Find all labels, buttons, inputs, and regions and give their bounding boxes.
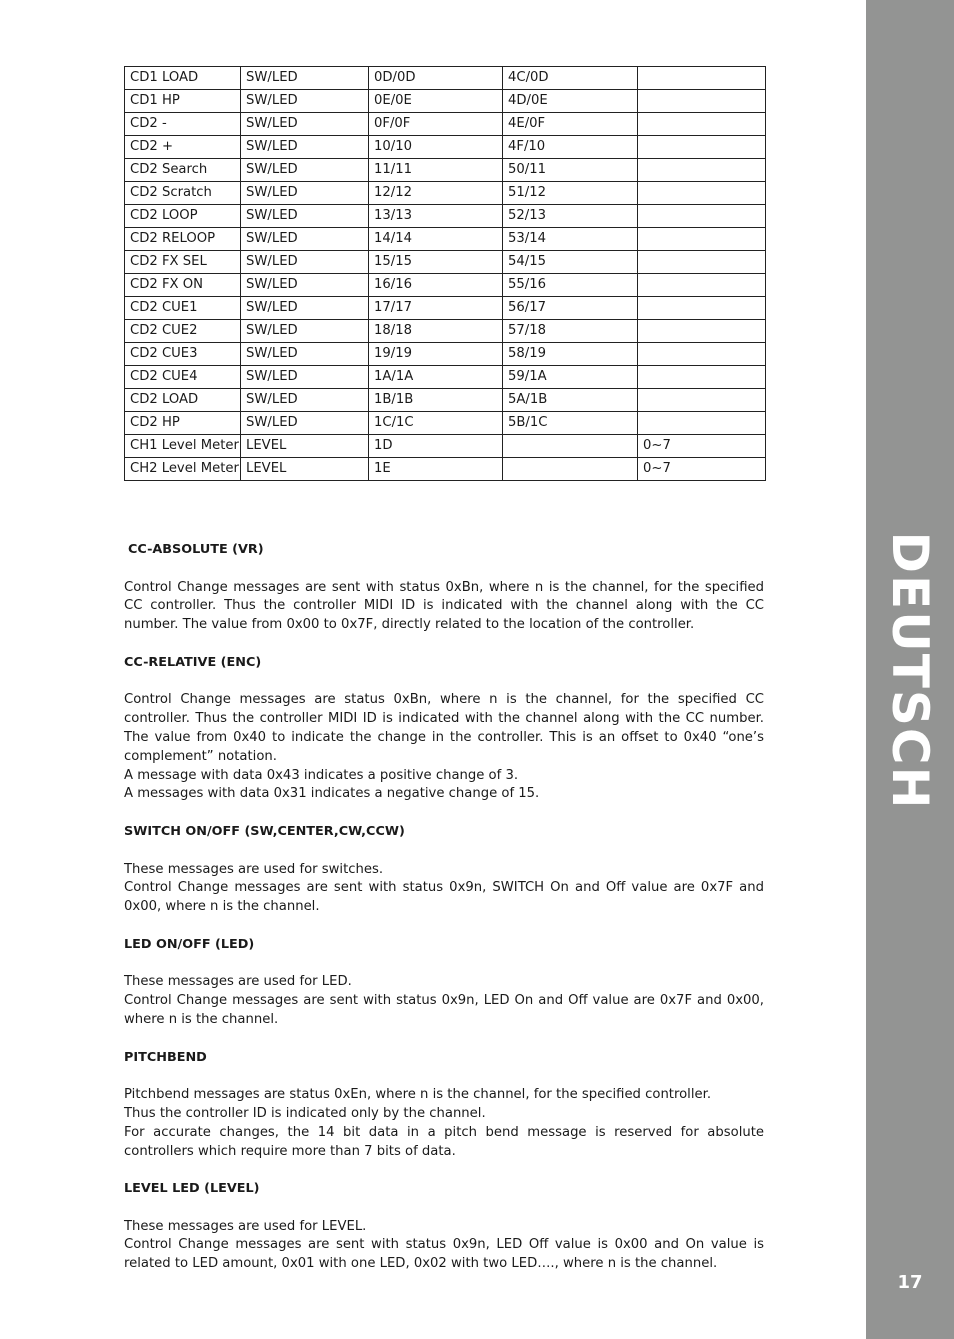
table-cell: LEVEL (241, 458, 369, 481)
table-cell: 12/12 (369, 182, 503, 205)
table-cell: CD2 - (125, 113, 241, 136)
table-cell: 4E/0F (503, 113, 638, 136)
section-heading: SWITCH ON/OFF (SW,CENTER,CW,CCW) (124, 823, 405, 839)
table-cell: SW/LED (241, 113, 369, 136)
table-cell: SW/LED (241, 67, 369, 90)
table-cell (503, 458, 638, 481)
table-cell: SW/LED (241, 274, 369, 297)
table-cell: CD2 CUE2 (125, 320, 241, 343)
section-paragraph: These messages are used for switches. (124, 861, 384, 877)
table-row (125, 136, 766, 159)
table-cell (638, 228, 766, 251)
table-cell: 5A/1B (503, 389, 638, 412)
section-paragraph: For accurate changes, the 14 bit data in a pitch bend message is reserved for absolute controllers which require more than 7 bits of data. (124, 1124, 764, 1159)
table-row (125, 435, 766, 458)
table-cell: CD2 + (125, 136, 241, 159)
table-row (125, 90, 766, 113)
table-row (125, 251, 766, 274)
section-paragraph: Control Change messages are sent with status 0xBn, where n is the channel, for the specified CC controller. Thus the controller MIDI ID is indicated with the channel along with the CC number. The value from 0x00 to 0x7F, directly related to the location of the controller. (124, 579, 764, 633)
table-cell: 11/11 (369, 159, 503, 182)
table-cell: 16/16 (369, 274, 503, 297)
table-cell: 1E (369, 458, 503, 481)
sidebar-language-title (866, 531, 954, 810)
table-cell: 0~7 (638, 435, 766, 458)
table-cell: 1D (369, 435, 503, 458)
section-heading: CC-RELATIVE (ENC) (124, 654, 262, 670)
table-cell: CD2 FX SEL (125, 251, 241, 274)
table-cell: CD1 LOAD (125, 67, 241, 90)
table-cell (638, 113, 766, 136)
table-cell (638, 182, 766, 205)
table-cell: 56/17 (503, 297, 638, 320)
table-cell (638, 389, 766, 412)
section-heading: CC-ABSOLUTE (VR) (128, 542, 264, 557)
sidebar-title-text: DEUTSCH (881, 531, 939, 810)
table-cell (638, 297, 766, 320)
midi-message-descriptions (124, 541, 764, 1274)
table-row (125, 113, 766, 136)
table-row (125, 458, 766, 481)
table-cell: CD2 CUE1 (125, 297, 241, 320)
table-cell: 4D/0E (503, 90, 638, 113)
table-cell (638, 251, 766, 274)
table-row (125, 320, 766, 343)
table-row (125, 366, 766, 389)
table-cell: SW/LED (241, 90, 369, 113)
table-row (125, 228, 766, 251)
table-cell: 57/18 (503, 320, 638, 343)
table-cell: CD2 RELOOP (125, 228, 241, 251)
table-cell: 0D/0D (369, 67, 503, 90)
table-cell: 14/14 (369, 228, 503, 251)
table-row (125, 389, 766, 412)
table-cell (503, 435, 638, 458)
table-cell: CD2 LOOP (125, 205, 241, 228)
table-cell: SW/LED (241, 297, 369, 320)
section-heading: LED ON/OFF (LED) (124, 936, 255, 952)
table-cell: 50/11 (503, 159, 638, 182)
section-heading: LEVEL LED (LEVEL) (124, 1181, 260, 1197)
table-cell: 5B/1C (503, 412, 638, 435)
section-paragraph: A message with data 0x43 indicates a positive change of 3. (124, 767, 519, 783)
table-cell: 1C/1C (369, 412, 503, 435)
table-cell: 13/13 (369, 205, 503, 228)
table-cell: 15/15 (369, 251, 503, 274)
table-cell (638, 412, 766, 435)
table-cell: SW/LED (241, 320, 369, 343)
section-paragraph: Control Change messages are sent with status 0x9n, LED Off value is 0x00 and On value is related to LED amount, 0x01 with one LED, 0x02 with two LED…., where n is the channel. (124, 1237, 764, 1272)
table-cell: SW/LED (241, 228, 369, 251)
table-row (125, 182, 766, 205)
table-cell: SW/LED (241, 159, 369, 182)
page-number: 17 (897, 1272, 923, 1293)
table-cell: 52/13 (503, 205, 638, 228)
table-row (125, 205, 766, 228)
table-cell (638, 205, 766, 228)
table-cell (638, 136, 766, 159)
table-cell: 0F/0F (369, 113, 503, 136)
section-paragraph: These messages are used for LEVEL. (124, 1218, 367, 1234)
table-cell: 0~7 (638, 458, 766, 481)
table-cell: 1A/1A (369, 366, 503, 389)
table-cell: 51/12 (503, 182, 638, 205)
table-cell: CD2 Scratch (125, 182, 241, 205)
table-cell: CD2 FX ON (125, 274, 241, 297)
table-cell: 17/17 (369, 297, 503, 320)
table-cell: 54/15 (503, 251, 638, 274)
table-cell: 18/18 (369, 320, 503, 343)
table-cell: SW/LED (241, 251, 369, 274)
table-cell: CD2 HP (125, 412, 241, 435)
table-cell: 10/10 (369, 136, 503, 159)
table-cell: CD2 CUE4 (125, 366, 241, 389)
table-cell: CD2 CUE3 (125, 343, 241, 366)
table-cell: SW/LED (241, 182, 369, 205)
table-row (125, 412, 766, 435)
midi-mapping-table (124, 66, 766, 481)
section-paragraph: A messages with data 0x31 indicates a negative change of 15. (124, 786, 540, 802)
section-paragraph: These messages are used for LED. (124, 974, 352, 990)
table-cell (638, 274, 766, 297)
table-cell: 19/19 (369, 343, 503, 366)
table-cell (638, 343, 766, 366)
section-paragraph: Thus the controller ID is indicated only by the channel. (124, 1105, 486, 1121)
section-paragraph: Control Change messages are sent with status 0x9n, LED On and Off value are 0x7F and 0x00, where n is the channel. (124, 993, 764, 1027)
table-cell: 58/19 (503, 343, 638, 366)
table-row (125, 67, 766, 90)
table-cell: CH1 Level Meter (125, 435, 241, 458)
table-cell: CD2 Search (125, 159, 241, 182)
table-cell (638, 320, 766, 343)
table-cell: SW/LED (241, 343, 369, 366)
table-cell: SW/LED (241, 389, 369, 412)
table-row (125, 343, 766, 366)
table-cell (638, 366, 766, 389)
table-row (125, 297, 766, 320)
table-cell (638, 90, 766, 113)
table-cell: SW/LED (241, 136, 369, 159)
section-paragraph: Pitchbend messages are status 0xEn, where n is the channel, for the specified controller. (124, 1087, 712, 1103)
table-cell: SW/LED (241, 366, 369, 389)
section-paragraph: Control Change messages are status 0xBn, where n is the channel, for the specified CC controller. Thus the controller MIDI ID is indicated with the channel along with the CC number. The value from 0x40 to indicate the change in the controller. This is an offset to 0x40 “one’s complement” notation. (124, 692, 764, 764)
section-paragraph: Control Change messages are sent with status 0x9n, SWITCH On and Off value are 0x7F and 0x00, where n is the channel. (124, 880, 764, 915)
table-cell: 4C/0D (503, 67, 638, 90)
section-heading: PITCHBEND (124, 1049, 207, 1065)
table-cell: SW/LED (241, 412, 369, 435)
table-cell (638, 159, 766, 182)
table-cell: 53/14 (503, 228, 638, 251)
table-cell: 55/16 (503, 274, 638, 297)
table-cell: 0E/0E (369, 90, 503, 113)
table-row (125, 274, 766, 297)
table-cell: SW/LED (241, 205, 369, 228)
table-cell: 4F/10 (503, 136, 638, 159)
table-cell (638, 67, 766, 90)
table-cell: CD1 HP (125, 90, 241, 113)
table-row (125, 159, 766, 182)
table-cell: 1B/1B (369, 389, 503, 412)
table-cell: CH2 Level Meter (125, 458, 241, 481)
table-cell: LEVEL (241, 435, 369, 458)
table-cell: 59/1A (503, 366, 638, 389)
table-cell: CD2 LOAD (125, 389, 241, 412)
